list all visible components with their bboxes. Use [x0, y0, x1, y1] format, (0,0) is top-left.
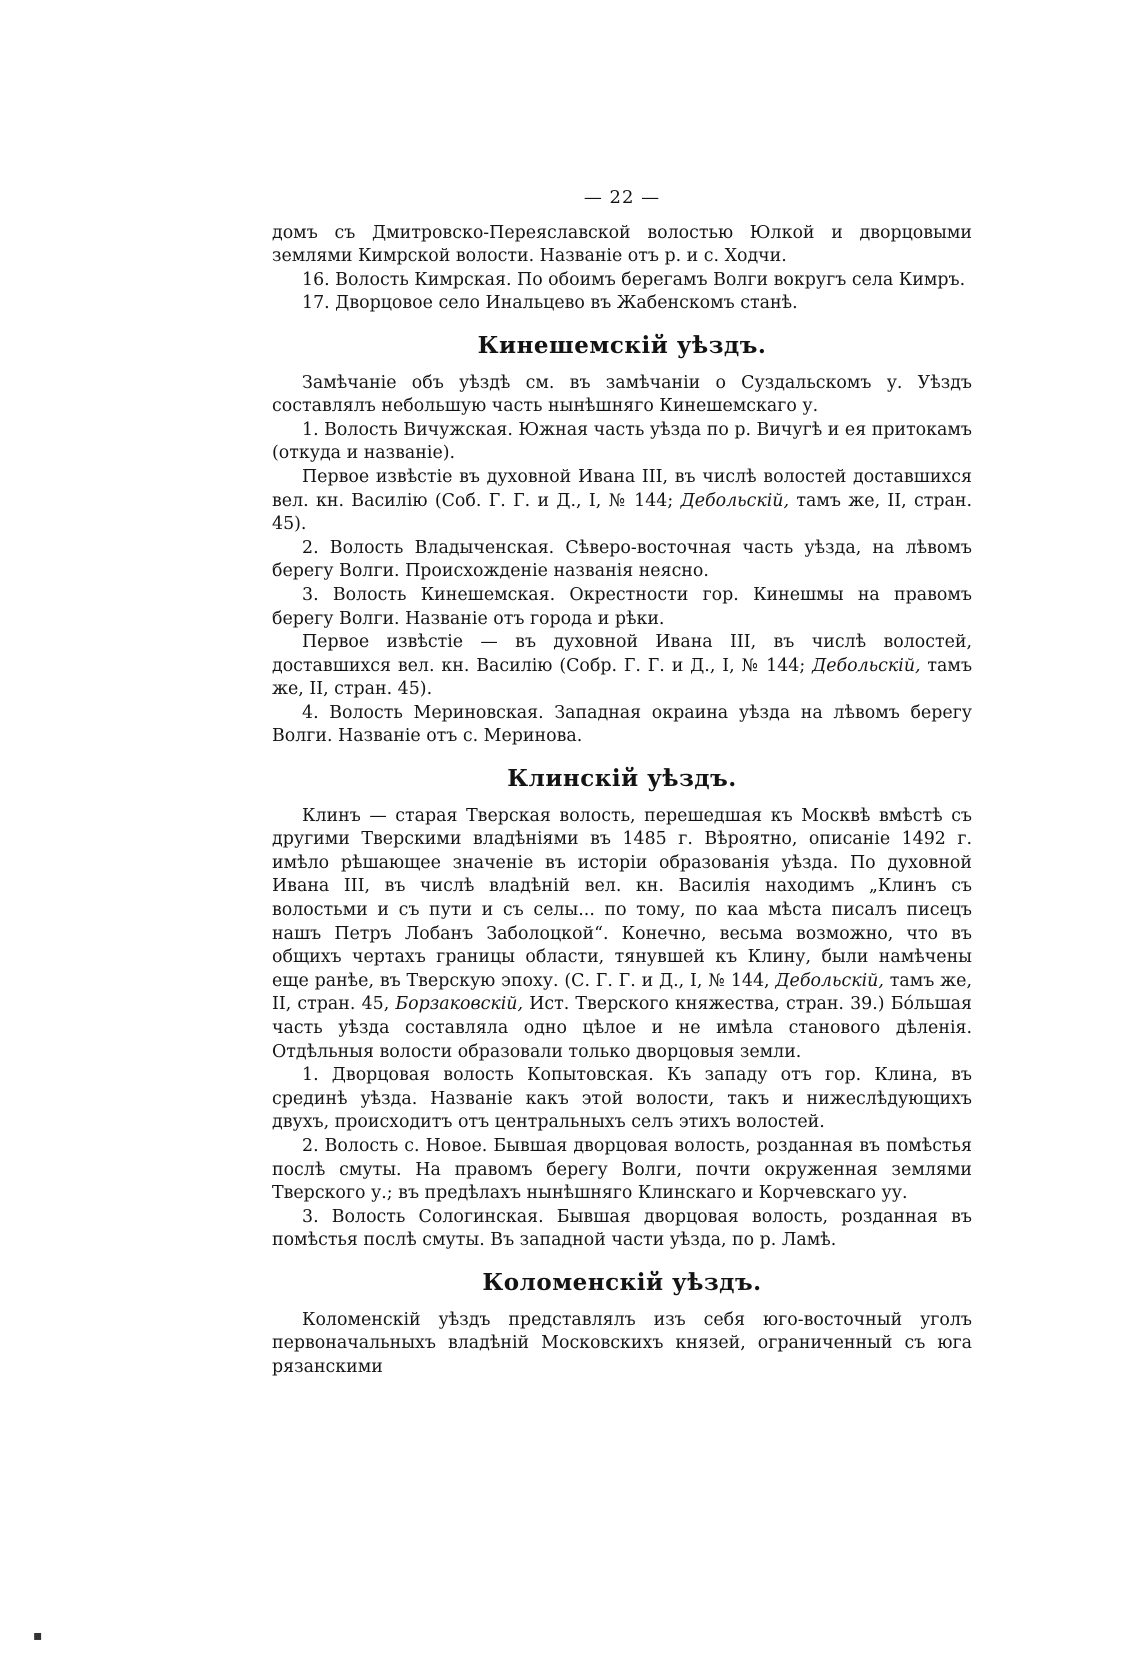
- section-heading-kineshma: Кинешемскій уѣздъ.: [477, 331, 767, 359]
- paragraph: 4. Волость Мериновская. Западная окраина уѣзда на лѣвомъ берегу Волги. Названіе отъ с. Меринова.: [272, 702, 972, 747]
- paragraph: 2. Волость Владыченская. Сѣверо-восточная часть уѣзда, на лѣвомъ берегу Волги. Происхожденіе названія неясно.: [272, 537, 972, 582]
- author-name: Дебольскій,: [680, 490, 790, 511]
- paragraph: 3. Волость Сологинская. Бывшая дворцовая волость, розданная въ помѣстья послѣ смуты. Въ западной части уѣзда, по р. Ламѣ.: [272, 1206, 972, 1251]
- paragraph: 1. Волость Вичужская. Южная часть уѣзда по р. Вичугѣ и ея притокамъ (откуда и названіе).: [272, 419, 972, 464]
- author-name: Дебольскій,: [812, 655, 921, 676]
- document-page: [272, 186, 972, 1379]
- paragraph: домъ съ Дмитровско-Переяславской волостью Юлкой и дворцовыми землями Кимрской волости. Названіе отъ р. и с. Ходчи.: [272, 222, 972, 267]
- paragraph: Первое извѣстіе въ духовной Ивана III, въ числѣ волостей доставшихся вел. кн. Василію (Соб. Г. Г. и Д., I, № 144; Дебольскій, тамъ же, II, стран. 45).: [272, 466, 972, 535]
- page-number: — 22 —: [583, 187, 661, 208]
- section-heading-kolomna: Коломенскій уѣздъ.: [482, 1268, 762, 1296]
- paragraph: Клинъ — старая Тверская волость, перешедшая къ Москвѣ вмѣстѣ съ другими Тверскими владѣніями въ 1485 г. Вѣроятно, описаніе 1492 г. имѣло рѣшающее значеніе въ исторіи образованія уѣзда. По духовной Ивана III, въ числѣ владѣній вел. кн. Василія находимъ „Клинъ съ волостьми и съ пути и съ селы... по тому, по каа мѣста писалъ писецъ нашъ Петръ Лобанъ Заболоцкой“. Конечно, весьма возможно, что въ общихъ чертахъ границы области, тянувшей къ Клину, были намѣчены еще ранѣе, въ Тверскую эпоху. (С. Г. Г. и Д., I, № 144, Дебольскій, тамъ же, II, стран. 45, Борзаковскій, Ист. Тверского княжества, стран. 39.) Бо́льшая часть уѣзда составляла одно цѣлое и не имѣла станового дѣленія. Отдѣльныя волости образовали только дворцовыя земли.: [272, 805, 972, 1062]
- author-name: Борзаковскій,: [395, 994, 524, 1015]
- paragraph: 2. Волость с. Новое. Бывшая дворцовая волость, розданная въ помѣстья послѣ смуты. На правомъ берегу Волги, почти окруженная землями Тверского у.; въ предѣлахъ нынѣшняго Клинскаго и Корчевскаго уу.: [272, 1135, 972, 1204]
- paragraph: 16. Волость Кимрская. По обоимъ берегамъ Волги вокругъ села Кимръ.: [302, 269, 966, 290]
- scan-speck: ▪: [33, 1628, 43, 1644]
- paragraph: 17. Дворцовое село Инальцево въ Жабенскомъ станѣ.: [302, 293, 798, 314]
- paragraph: 1. Дворцовая волость Копытовская. Къ западу отъ гор. Клина, въ срединѣ уѣзда. Названіе какъ этой волости, такъ и нижеслѣдующихъ двухъ, происходитъ отъ центральныхъ селъ этихъ волостей.: [272, 1065, 972, 1133]
- section-heading-klin: Клинскій уѣздъ.: [507, 765, 737, 793]
- paragraph: Коломенскій уѣздъ представлялъ изъ себя юго-восточный уголъ первоначальныхъ владѣній Московскихъ князей, ограниченный съ юга рязанскими: [272, 1309, 972, 1377]
- paragraph: Первое извѣстіе — въ духовной Ивана III, въ числѣ волостей, доставшихся вел. кн. Василію (Собр. Г. Г. и Д., I, № 144; Дебольскій, тамъ же, II, стран. 45).: [272, 632, 973, 700]
- paragraph: 3. Волость Кинешемская. Окрестности гор. Кинешмы на правомъ берегу Волги. Названіе отъ города и рѣки.: [272, 584, 972, 629]
- author-name: Дебольскій,: [775, 970, 884, 991]
- paragraph: Замѣчаніе объ уѣздѣ см. въ замѣчаніи о Суздальскомъ у. Уѣздъ составлялъ небольшую часть нынѣшняго Кинешемскаго у.: [272, 372, 972, 417]
